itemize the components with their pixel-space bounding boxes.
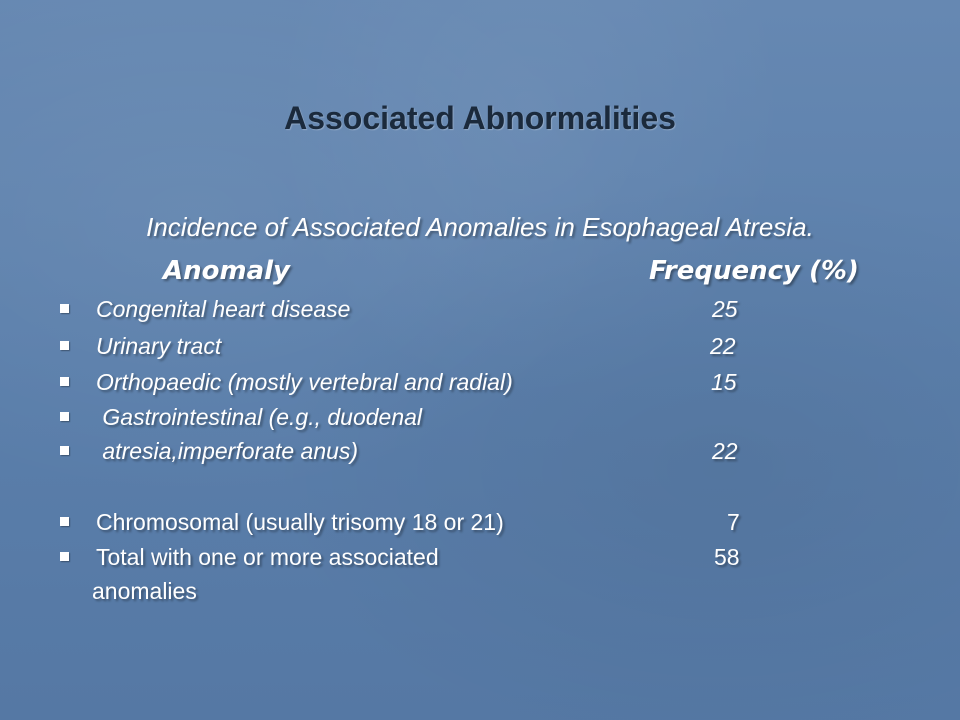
- bullet-icon: [60, 304, 69, 313]
- bullet-icon: [60, 377, 69, 386]
- frequency-value: 25: [712, 296, 738, 322]
- bullet-icon: [60, 412, 69, 421]
- list-item: [56, 436, 916, 466]
- column-header-anomaly: Anomaly: [163, 256, 290, 286]
- column-header-frequency: Frequency (%): [649, 256, 859, 286]
- frequency-value: 22: [710, 333, 736, 359]
- bullet-icon: [60, 446, 69, 455]
- list-item: [56, 507, 916, 537]
- list-item: [56, 367, 916, 397]
- list-item: [56, 331, 916, 361]
- list-item: [56, 294, 916, 324]
- anomaly-label-continuation: anomalies: [92, 578, 197, 604]
- anomaly-label: Urinary tract: [96, 333, 222, 359]
- anomaly-label: atresia,imperforate anus): [96, 438, 359, 464]
- list-item: [56, 542, 916, 572]
- bullet-icon: [60, 517, 69, 526]
- frequency-value: 22: [712, 438, 738, 464]
- list-item: [56, 402, 916, 432]
- frequency-value: 7: [727, 509, 740, 535]
- frequency-value: 58: [714, 544, 740, 570]
- anomaly-label: Chromosomal (usually trisomy 18 or 21): [96, 509, 504, 535]
- bullet-icon: [60, 341, 69, 350]
- slide-title: Associated Abnormalities: [284, 100, 676, 136]
- bullet-icon: [60, 552, 69, 561]
- anomaly-label: Congenital heart disease: [96, 296, 351, 322]
- frequency-value: 15: [711, 369, 737, 395]
- anomaly-label: Orthopaedic (mostly vertebral and radial): [96, 369, 513, 395]
- table-caption: Incidence of Associated Anomalies in Esophageal Atresia.: [146, 212, 814, 242]
- anomaly-label: Gastrointestinal (e.g., duodenal: [96, 404, 423, 430]
- anomaly-label: Total with one or more associated: [96, 544, 439, 570]
